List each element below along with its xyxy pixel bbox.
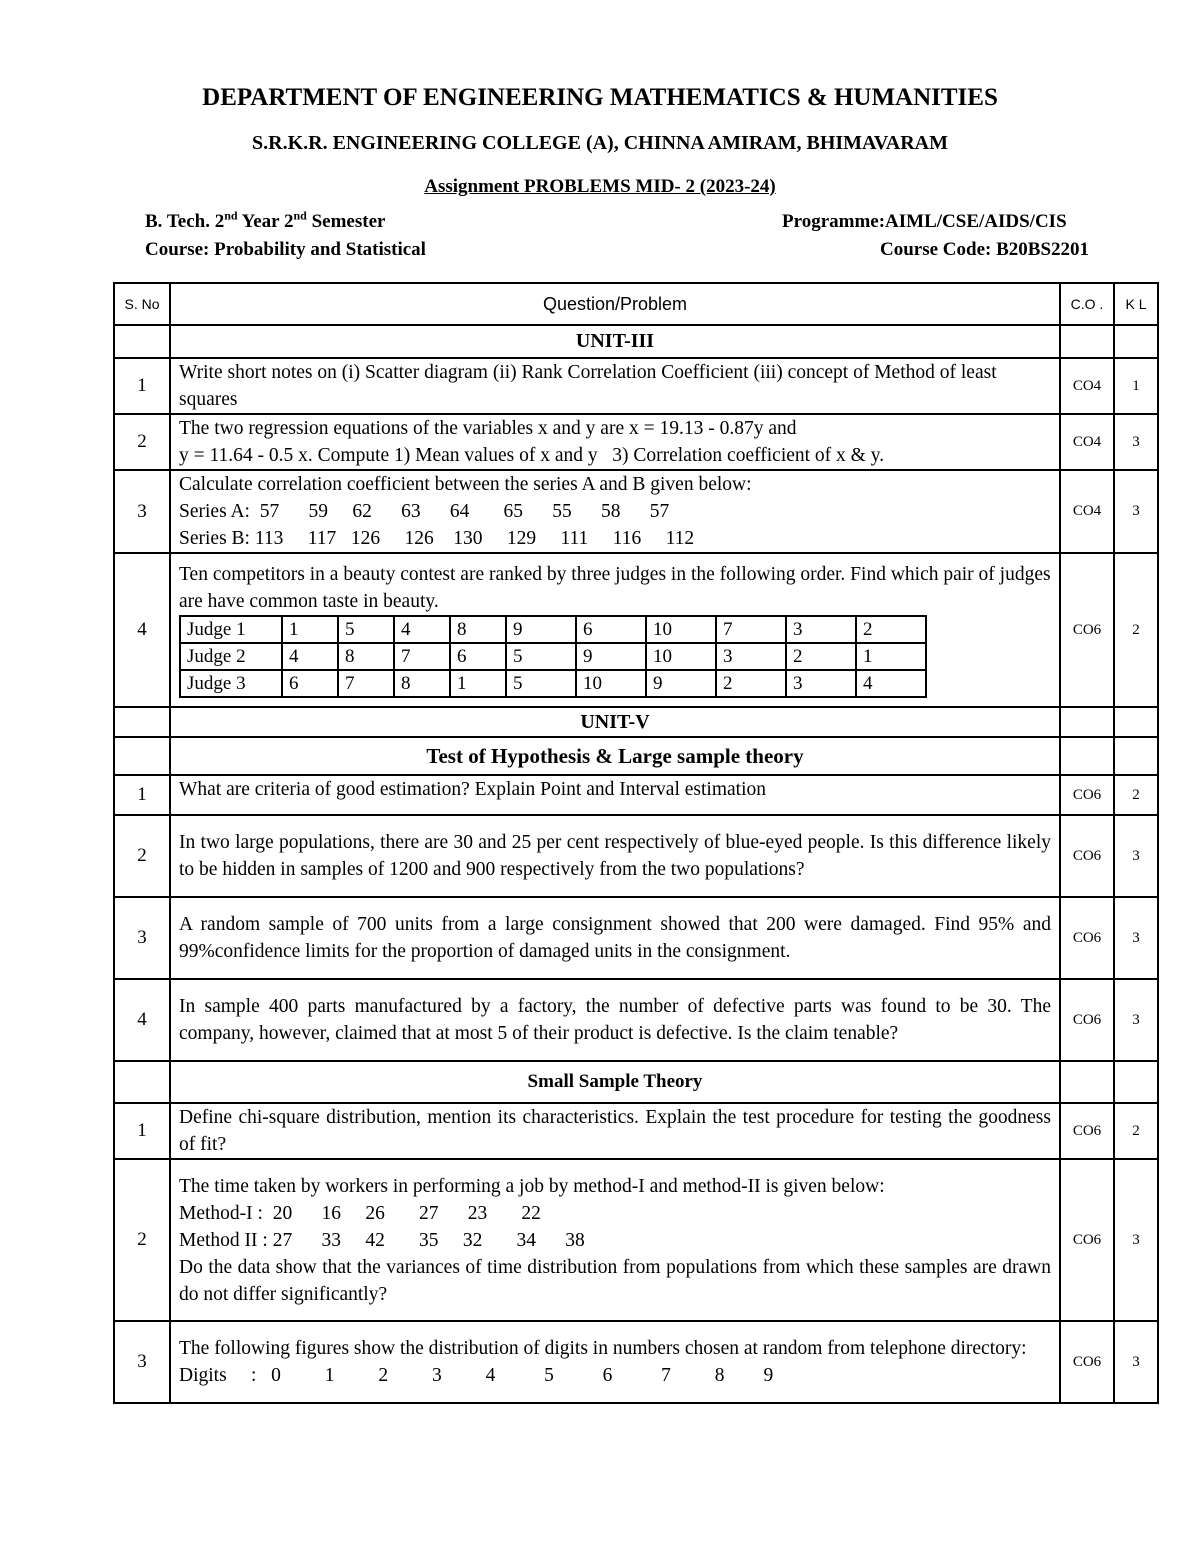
table-row [114,897,1158,979]
judge-rank-cell: 8 [394,670,450,697]
judge-rank-cell: 4 [282,643,338,670]
judge-rank-cell: 10 [646,616,716,643]
question-text: The two regression equations of the variables x and y are x = 19.13 - 0.87y and y = 11.64 - 0.5 x. Compute 1) Mean values of x and y 3) Correlation coefficient of x & y. [170,414,1060,470]
judge-rank-cell: 1 [450,670,506,697]
question-text: Ten competitors in a beauty contest are ranked by three judges in the following order. Find which pair of judges are have common taste in beauty. Judge 1 1 5 4 8 9 6 10 7 3 2 Judge 2 4 8 7 6 5 9 10 3 2 1 Judge 3 6 7 8 1 5 10 9 2 3 4 [170,553,1060,707]
co-value: CO4 [1060,414,1114,470]
kl-header: K L [1114,283,1158,325]
co-value: CO4 [1060,470,1114,553]
judge-rank-cell: 7 [338,670,394,697]
judge-rank-cell: 2 [786,643,856,670]
judge-rank-cell: 3 [786,670,856,697]
unit-row [114,737,1158,775]
unit-row [114,1061,1158,1103]
co-value: CO6 [1060,1159,1114,1321]
co-header: C.O . [1060,283,1114,325]
question-number: 2 [114,1159,170,1321]
judge-name: Judge 2 [180,643,282,670]
judge-rank-cell: 1 [856,643,926,670]
co-value: CO6 [1060,815,1114,897]
judge-rank-cell: 7 [716,616,786,643]
question-text: Define chi-square distribution, mention its characteristics. Explain the test procedure for testing the goodness of fit? [170,1103,1060,1159]
kl-value: 3 [1114,414,1158,470]
unit-row [114,707,1158,737]
question-text: In two large populations, there are 30 and 25 per cent respectively of blue-eyed people. Is this difference likely to be hidden in samples of 1200 and 900 respectively from the two populations? [170,815,1060,897]
judge-name: Judge 1 [180,616,282,643]
question-header: Question/Problem [170,283,1060,325]
question-number: 2 [114,414,170,470]
question-text: A random sample of 700 units from a large consignment showed that 200 were damaged. Find 95% and 99%confidence limits for the proportion of damaged units in the consignment. [170,897,1060,979]
co-value: CO6 [1060,897,1114,979]
college-title: S.R.K.R. ENGINEERING COLLEGE (A), CHINNA AMIRAM, BHIMAVARAM [252,132,948,154]
co-value: CO6 [1060,979,1114,1061]
unit-row [114,325,1158,358]
kl-value: 1 [1114,358,1158,414]
kl-value: 3 [1114,1159,1158,1321]
questions-table [113,282,1159,1404]
unit5-subtitle: Test of Hypothesis & Large sample theory [170,737,1060,775]
kl-value: 3 [1114,1321,1158,1403]
question-number: 3 [114,470,170,553]
judge-rank-cell: 9 [576,643,646,670]
judge-row [180,670,926,697]
judge-rank-cell: 5 [338,616,394,643]
judge-rank-cell: 8 [338,643,394,670]
question-text: The time taken by workers in performing a job by method-I and method-II is given below: Method-I : 20 16 26 27 23 22 Method II : 27 33 42 35 32 34 38 Do the data show that the variances of time distribution from populations from which these samples are drawn do not differ significantly? [170,1159,1060,1321]
judge-rank-cell: 5 [506,670,576,697]
kl-value: 3 [1114,897,1158,979]
co-value: CO4 [1060,358,1114,414]
judge-rank-cell: 9 [646,670,716,697]
course-name: Course: Probability and Statistical [145,239,426,260]
judge-row [180,643,926,670]
judge-name: Judge 3 [180,670,282,697]
question-number: 4 [114,979,170,1061]
judge-rank-cell: 6 [450,643,506,670]
sno-header: S. No [114,283,170,325]
co-value: CO6 [1060,1321,1114,1403]
judge-rank-cell: 6 [576,616,646,643]
table-row [114,414,1158,470]
judge-rank-cell: 2 [856,616,926,643]
kl-value: 3 [1114,979,1158,1061]
judge-rank-cell: 8 [450,616,506,643]
question-number: 4 [114,553,170,707]
question-text: Calculate correlation coefficient between the series A and B given below: Series A: 57 59 62 63 64 65 55 58 57 Series B: 113 117 126 126 130 129 111 116 112 [170,470,1060,553]
question-number: 1 [114,775,170,815]
judges-table [179,615,927,698]
question-text: The following figures show the distribution of digits in numbers chosen at random from telephone directory: Digits : 0 1 2 3 4 5 6 7 8 9 [170,1321,1060,1403]
co-value: CO6 [1060,553,1114,707]
question-number: 1 [114,358,170,414]
co-value: CO6 [1060,1103,1114,1159]
co-value: CO6 [1060,775,1114,815]
table-row [114,979,1158,1061]
assignment-title: Assignment PROBLEMS MID- 2 (2023-24) [424,176,776,197]
judge-rank-cell: 9 [506,616,576,643]
course-code: Course Code: B20BS2201 [880,239,1090,260]
kl-value: 2 [1114,1103,1158,1159]
kl-value: 3 [1114,815,1158,897]
kl-value: 2 [1114,553,1158,707]
judge-rank-cell: 4 [856,670,926,697]
judge-rank-cell: 1 [282,616,338,643]
question-number: 3 [114,1321,170,1403]
programme: Programme:AIML/CSE/AIDS/CIS [782,211,1067,232]
judge-rank-cell: 6 [282,670,338,697]
table-row [114,358,1158,414]
unit5-title: UNIT-V [170,707,1060,737]
year-semester: B. Tech. 2nd Year 2nd Semester [145,208,386,232]
question-text: Write short notes on (i) Scatter diagram (ii) Rank Correlation Coefficient (iii) concept of Method of least squares [170,358,1060,414]
judge-rank-cell: 5 [506,643,576,670]
table-row [114,775,1158,815]
judge-rank-cell: 3 [786,616,856,643]
question-number: 3 [114,897,170,979]
judge-rank-cell: 7 [394,643,450,670]
judge-rank-cell: 2 [716,670,786,697]
judge-rank-cell: 3 [716,643,786,670]
table-row [114,1321,1158,1403]
table-row [114,553,1158,707]
question-number: 2 [114,815,170,897]
kl-value: 2 [1114,775,1158,815]
table-row [114,1159,1158,1321]
question-number: 1 [114,1103,170,1159]
unit3-title: UNIT-III [170,325,1060,358]
question-text: What are criteria of good estimation? Explain Point and Interval estimation [170,775,1060,815]
judge-row [180,616,926,643]
question-text: In sample 400 parts manufactured by a factory, the number of defective parts was found to be 30. The company, however, claimed that at most 5 of their product is defective. Is the claim tenable? [170,979,1060,1061]
judge-rank-cell: 10 [646,643,716,670]
judge-rank-cell: 10 [576,670,646,697]
kl-value: 3 [1114,470,1158,553]
table-row [114,470,1158,553]
table-header-row [114,283,1158,325]
small-sample-title: Small Sample Theory [170,1061,1060,1103]
table-row [114,815,1158,897]
department-title: DEPARTMENT OF ENGINEERING MATHEMATICS & HUMANITIES [202,84,998,111]
table-row [114,1103,1158,1159]
judge-rank-cell: 4 [394,616,450,643]
